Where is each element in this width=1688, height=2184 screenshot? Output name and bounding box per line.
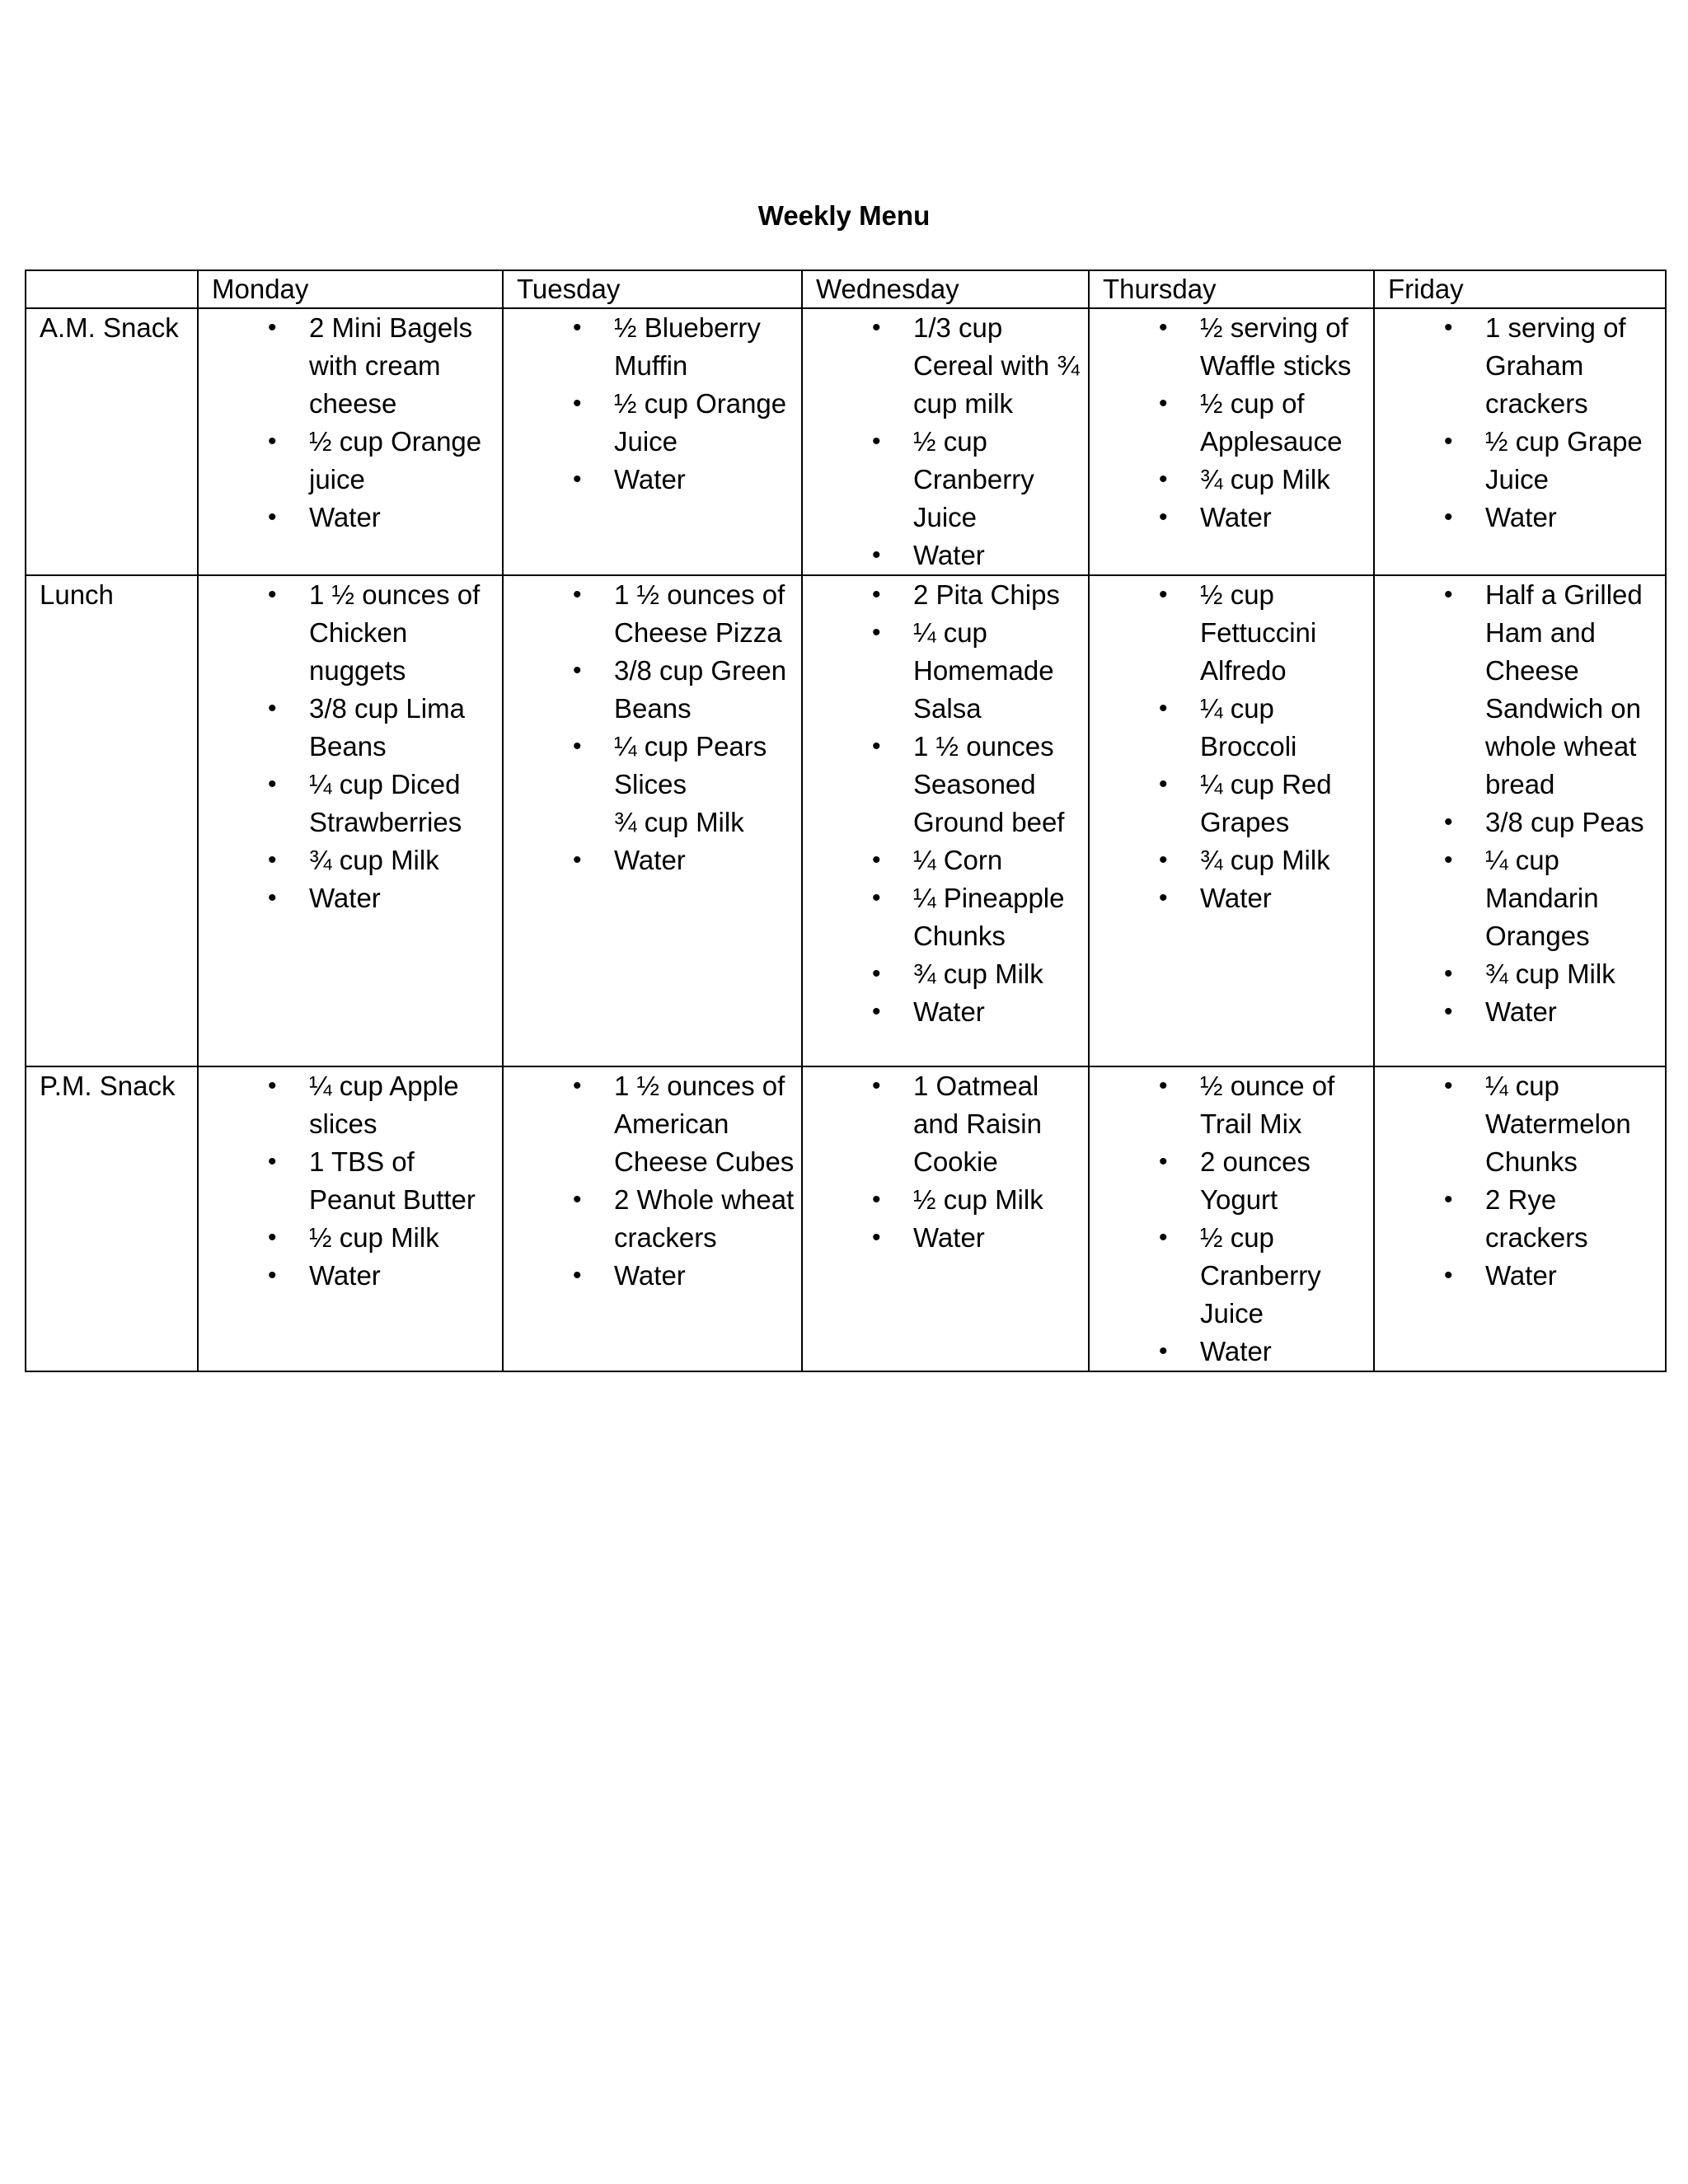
menu-item: • Water: [517, 461, 801, 499]
menu-cell: [1374, 1066, 1666, 1371]
menu-item-list: [212, 1067, 502, 1295]
menu-cell: [503, 308, 802, 575]
menu-item: • ¾ cup Milk: [816, 955, 1088, 993]
meal-label: A.M. Snack: [26, 308, 198, 575]
menu-item-list: [1103, 1067, 1373, 1371]
menu-cell: [503, 575, 802, 1066]
menu-cell: [802, 575, 1089, 1066]
menu-item: • Water: [1103, 879, 1373, 917]
menu-item: • Water: [1103, 499, 1373, 537]
menu-item-list: [1388, 309, 1665, 537]
menu-item: • Water: [816, 993, 1088, 1031]
menu-item-list: [1388, 1067, 1665, 1295]
page-title: Weekly Menu: [757, 200, 931, 231]
menu-item: • ¾ cup Milk: [1388, 955, 1665, 993]
menu-item: • 1 ½ ounces of Chicken nuggets: [212, 576, 502, 690]
meal-row-lunch: [26, 575, 1666, 1066]
menu-cell: [1089, 308, 1374, 575]
day-header-friday: Friday: [1374, 270, 1666, 308]
menu-item: • 1 ½ ounces Seasoned Ground beef: [816, 728, 1088, 841]
menu-cell: [198, 575, 503, 1066]
menu-item-list: [1388, 576, 1665, 1031]
day-header-thursday: Thursday: [1089, 270, 1374, 308]
menu-item: • 1 ½ ounces of American Cheese Cubes: [517, 1067, 801, 1181]
meal-label: P.M. Snack: [26, 1066, 198, 1371]
menu-item: • ¼ cup Pears Slices: [517, 728, 801, 804]
menu-item: • Water: [212, 499, 502, 537]
menu-cell: [1089, 1066, 1374, 1371]
menu-item-list: [1103, 309, 1373, 537]
menu-item: • 3/8 cup Lima Beans: [212, 690, 502, 766]
menu-item: • 1/3 cup Cereal with ¾ cup milk: [816, 309, 1088, 423]
menu-item: • ¼ cup Red Grapes: [1103, 766, 1373, 841]
day-header-monday: Monday: [198, 270, 503, 308]
menu-item-list: [517, 1067, 801, 1295]
menu-item: • ½ cup Milk: [816, 1181, 1088, 1219]
menu-item: • Water: [1388, 1257, 1665, 1295]
menu-item: • ¼ cup Mandarin Oranges: [1388, 841, 1665, 955]
menu-item: • 1 Oatmeal and Raisin Cookie: [816, 1067, 1088, 1181]
menu-item: • ¾ cup Milk: [1103, 841, 1373, 879]
menu-item: • Half a Grilled Ham and Cheese Sandwich on whole wheat bread: [1388, 576, 1665, 804]
menu-cell: [1374, 308, 1666, 575]
menu-item: • ½ cup Orange Juice: [517, 385, 801, 461]
menu-item: • 1 TBS of Peanut Butter: [212, 1143, 502, 1219]
menu-item: • ¾ cup Milk: [212, 841, 502, 879]
menu-item: • ¼ Pineapple Chunks: [816, 879, 1088, 955]
menu-cell: [198, 308, 503, 575]
menu-item-list: [1103, 576, 1373, 917]
menu-cell: [1374, 575, 1666, 1066]
menu-item: • 3/8 cup Green Beans: [517, 652, 801, 728]
menu-item: • ¼ cup Homemade Salsa: [816, 614, 1088, 728]
menu-item: • 1 ½ ounces of Cheese Pizza: [517, 576, 801, 652]
menu-item: • Water: [517, 1257, 801, 1295]
menu-item: • 2 Whole wheat crackers: [517, 1181, 801, 1257]
menu-item: • ½ cup Cranberry Juice: [816, 423, 1088, 537]
menu-item: • Water: [212, 879, 502, 917]
menu-item: • 2 Pita Chips: [816, 576, 1088, 614]
corner-cell: [26, 270, 198, 308]
menu-item-list: [517, 576, 801, 879]
meal-row-pm-snack: [26, 1066, 1666, 1371]
header-row: [26, 270, 1666, 308]
meal-label: Lunch: [26, 575, 198, 1066]
menu-item-list: [816, 1067, 1088, 1257]
menu-cell: [503, 1066, 802, 1371]
day-header-tuesday: Tuesday: [503, 270, 802, 308]
menu-item: • ½ cup Cranberry Juice: [1103, 1219, 1373, 1333]
menu-item: • ½ ounce of Trail Mix: [1103, 1067, 1373, 1143]
menu-item: • ½ Blueberry Muffin: [517, 309, 801, 385]
menu-item-list: [212, 576, 502, 917]
menu-item: • ¼ cup Diced Strawberries: [212, 766, 502, 841]
menu-item: • ¼ cup Watermelon Chunks: [1388, 1067, 1665, 1181]
menu-item: • Water: [517, 841, 801, 879]
menu-item: • ½ serving of Waffle sticks: [1103, 309, 1373, 385]
menu-item: • Water: [212, 1257, 502, 1295]
menu-item-list: [816, 576, 1088, 1031]
menu-item: ¾ cup Milk: [614, 807, 744, 837]
menu-item: • Water: [816, 1219, 1088, 1257]
menu-item-list: [212, 309, 502, 537]
menu-item: • ¾ cup Milk: [1103, 461, 1373, 499]
menu-item: • ½ cup Milk: [212, 1219, 502, 1257]
menu-item: • Water: [1388, 499, 1665, 537]
menu-item: • ¼ Corn: [816, 841, 1088, 879]
menu-item: • ½ cup Grape Juice: [1388, 423, 1665, 499]
menu-item: • ½ cup Orange juice: [212, 423, 502, 499]
menu-item: • 1 serving of Graham crackers: [1388, 309, 1665, 423]
day-header-wednesday: Wednesday: [802, 270, 1089, 308]
menu-item: • Water: [816, 537, 1088, 574]
menu-cell: [802, 1066, 1089, 1371]
menu-item: • 2 Mini Bagels with cream cheese: [212, 309, 502, 423]
menu-item: • 2 Rye crackers: [1388, 1181, 1665, 1257]
menu-item: • ¼ cup Broccoli: [1103, 690, 1373, 766]
menu-item: • ½ cup of Applesauce: [1103, 385, 1373, 461]
menu-item-list: [816, 309, 1088, 574]
menu-item: • ½ cup Fettuccini Alfredo: [1103, 576, 1373, 690]
menu-item-list: [517, 309, 801, 499]
weekly-menu-table: [25, 269, 1667, 1372]
menu-cell: [802, 308, 1089, 575]
meal-row-am-snack: [26, 308, 1666, 575]
menu-item: • ¼ cup Apple slices: [212, 1067, 502, 1143]
menu-cell: [1089, 575, 1374, 1066]
menu-item: • 2 ounces Yogurt: [1103, 1143, 1373, 1219]
menu-item: • Water: [1388, 993, 1665, 1031]
menu-item: • Water: [1103, 1333, 1373, 1371]
menu-item: • 3/8 cup Peas: [1388, 804, 1665, 841]
menu-cell: [198, 1066, 503, 1371]
